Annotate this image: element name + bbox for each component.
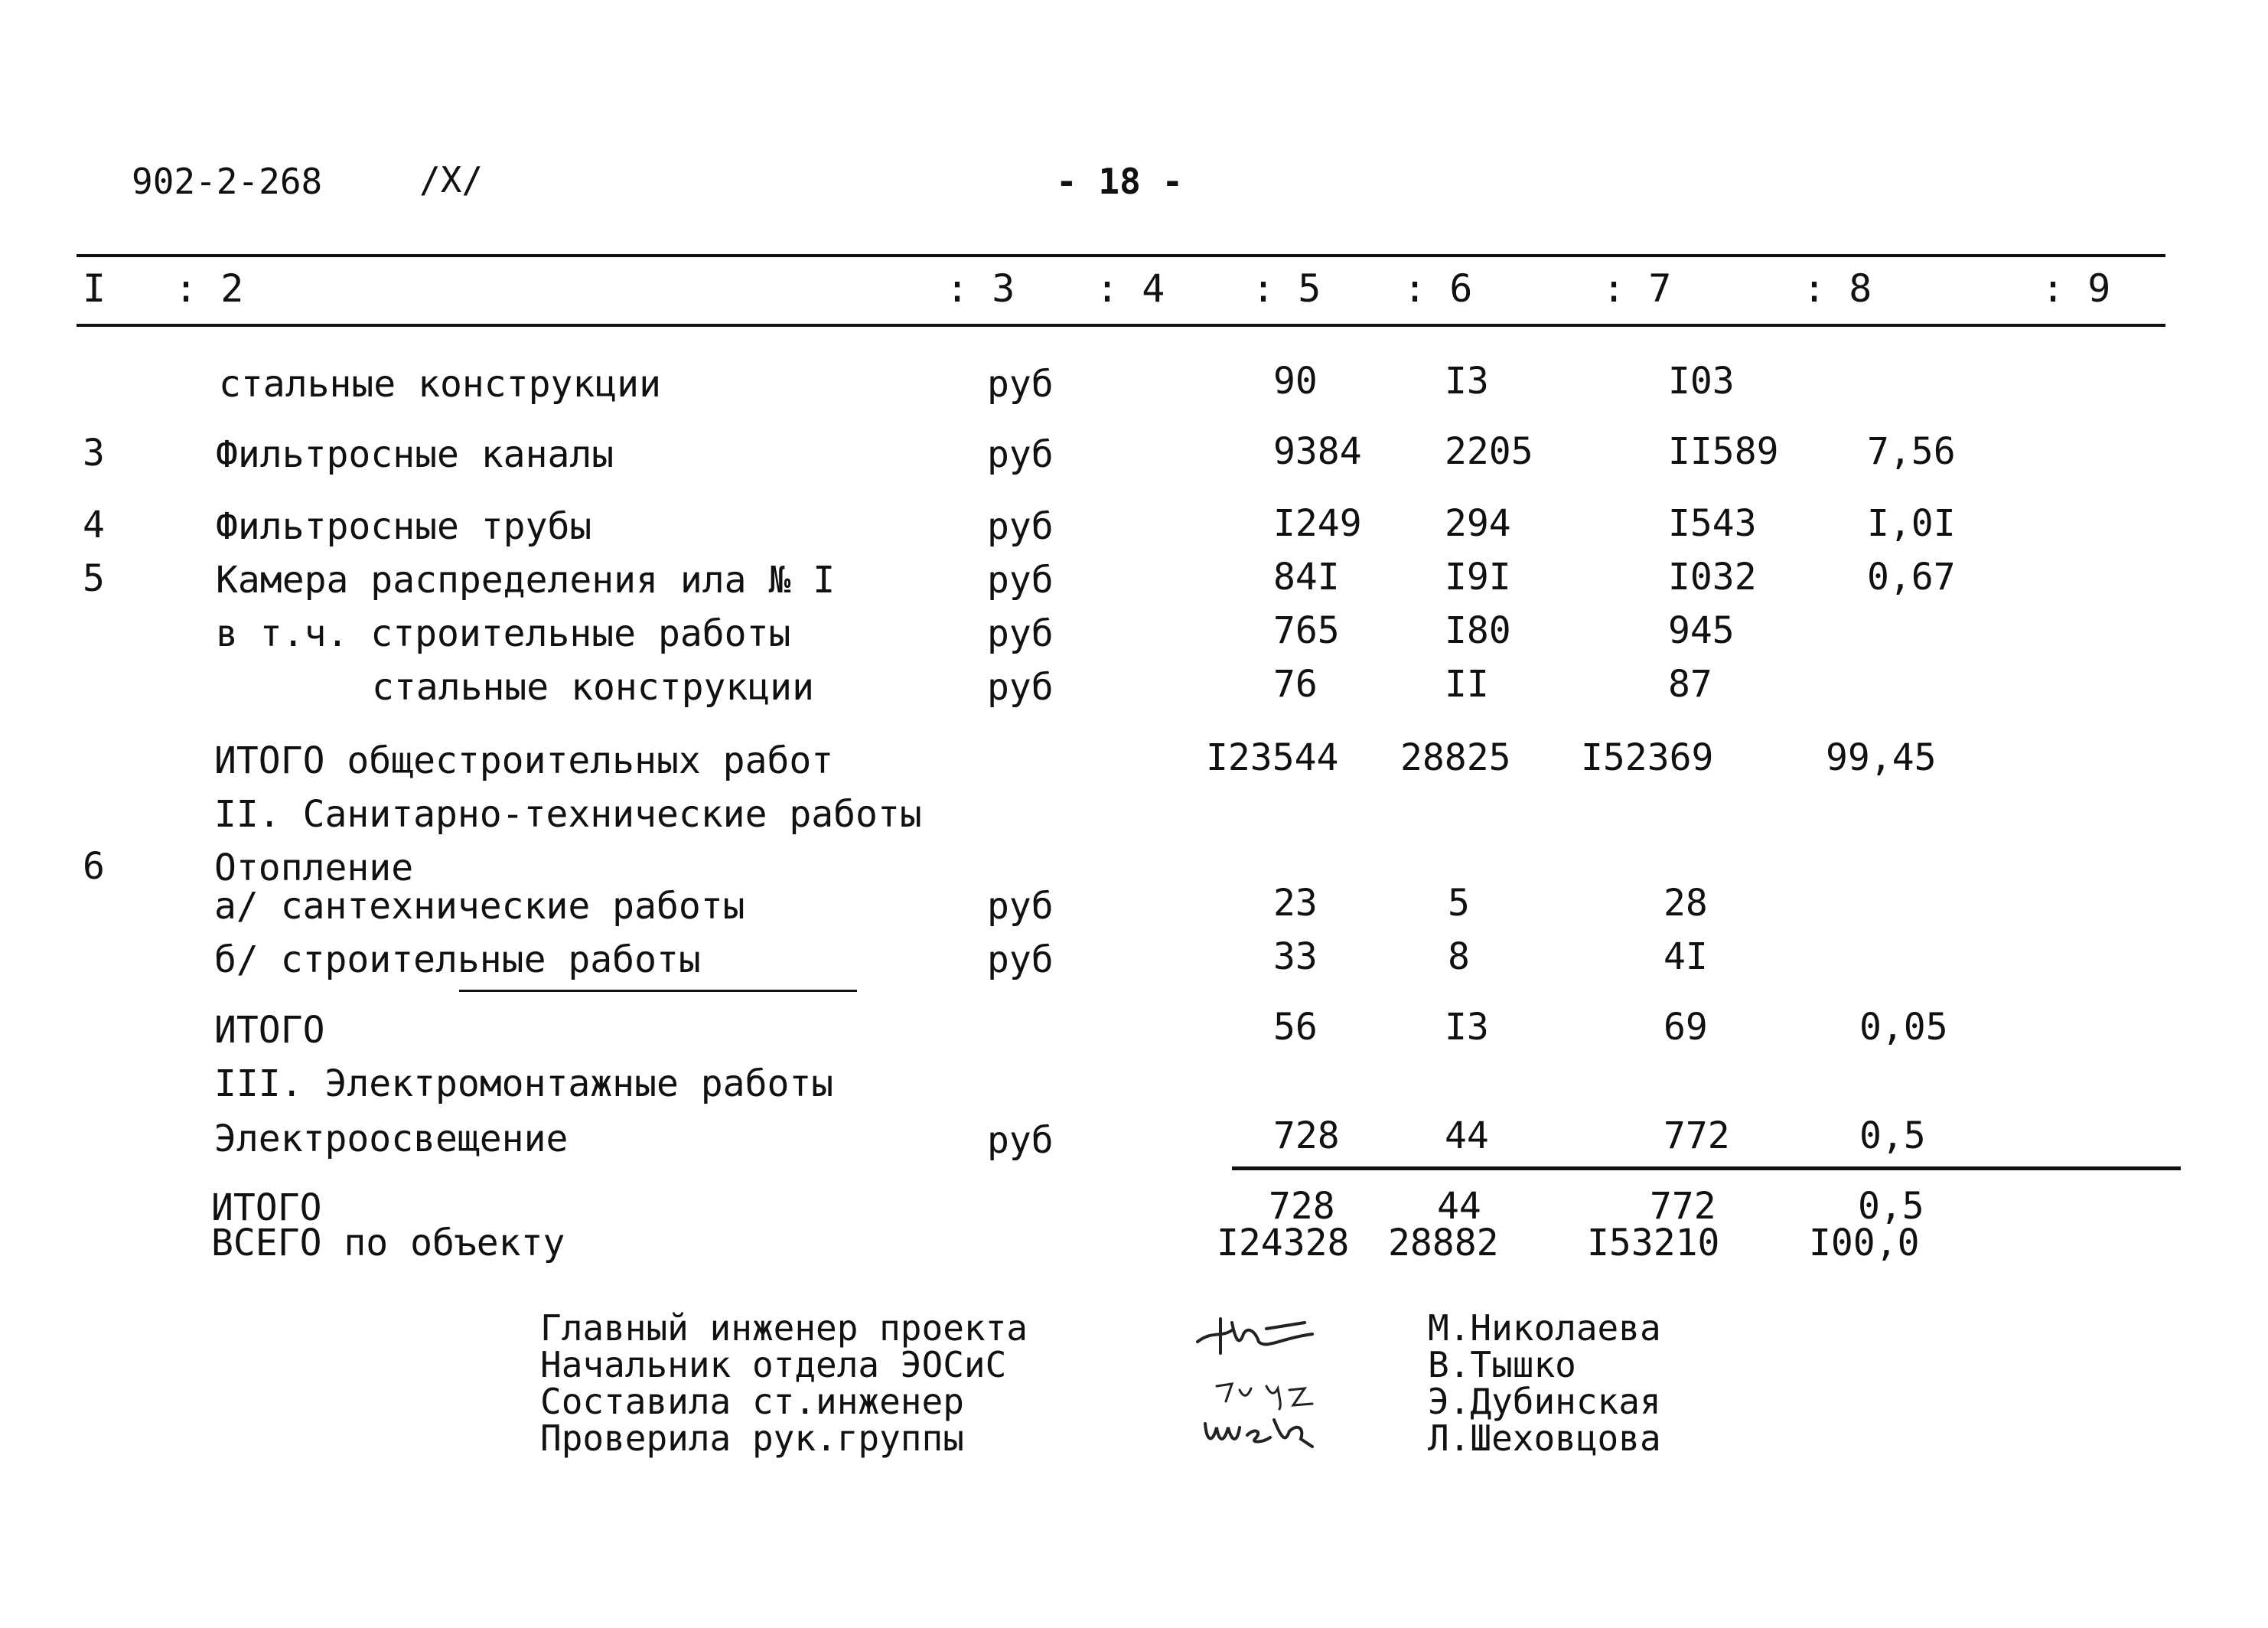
row-col6: 5 <box>1448 882 1470 925</box>
row-col7: I543 <box>1668 502 1757 545</box>
row-unit: руб <box>987 363 1054 406</box>
document-code: 902-2-268 <box>132 161 323 202</box>
table-header-rule <box>77 324 2165 327</box>
row-col5: I24328 <box>1217 1222 1350 1264</box>
row-col8: 7,56 <box>1867 430 1956 473</box>
signature-name: М.Николаева <box>1428 1307 1661 1349</box>
row-col5: 33 <box>1273 935 1318 978</box>
signature-name: Э.Дубинская <box>1428 1381 1661 1422</box>
section-heading: II. Санитарно-технические работы <box>214 793 922 836</box>
subtotal-rule <box>459 990 857 992</box>
row-col7: I52369 <box>1581 736 1714 779</box>
row-col5: 23 <box>1273 882 1318 925</box>
section-heading: III. Электромонтажные работы <box>214 1062 834 1105</box>
column-header-3: : 3 <box>946 266 1015 311</box>
signature-role: Главный инженер проекта <box>540 1307 1028 1349</box>
row-number: 3 <box>83 432 105 475</box>
row-col6: II <box>1445 663 1489 706</box>
row-col5: 728 <box>1269 1185 1335 1228</box>
column-header-7: : 7 <box>1602 266 1672 311</box>
row-col6: I3 <box>1445 360 1489 403</box>
row-number: 6 <box>83 845 105 888</box>
column-header-9: : 9 <box>2042 266 2111 311</box>
row-col5: 84I <box>1273 556 1340 599</box>
total-rule <box>1232 1166 2181 1170</box>
row-col7: I53210 <box>1587 1222 1720 1264</box>
row-unit: руб <box>987 505 1054 548</box>
row-name: Отопление <box>214 847 414 889</box>
signature-name: В.Тышко <box>1428 1344 1576 1385</box>
row-name: Фильтросные трубы <box>216 505 592 548</box>
row-unit: руб <box>987 559 1054 602</box>
row-unit: руб <box>987 938 1054 981</box>
handwritten-signature <box>1198 1408 1335 1454</box>
row-col6: 44 <box>1437 1185 1481 1228</box>
row-col8: 0,5 <box>1859 1114 1926 1157</box>
row-col5: 9384 <box>1273 430 1362 473</box>
row-col8: 0,05 <box>1859 1006 1948 1049</box>
row-unit: руб <box>987 612 1054 655</box>
row-col5: I23544 <box>1206 736 1339 779</box>
column-header-5: : 5 <box>1252 266 1321 311</box>
handwritten-signature <box>1209 1375 1331 1413</box>
signature-role: Проверила рук.группы <box>540 1418 964 1459</box>
row-name: стальные конструкции <box>372 666 814 709</box>
signature-name: Л.Шеховцова <box>1428 1418 1661 1459</box>
row-col7: I032 <box>1668 556 1757 599</box>
column-header-4: : 4 <box>1096 266 1165 311</box>
row-col6: 28882 <box>1388 1222 1499 1264</box>
subtotal-label: ИТОГО <box>214 1009 325 1052</box>
signature-role: Начальник отдела ЭОСиС <box>540 1344 1007 1385</box>
row-col6: 2205 <box>1445 430 1533 473</box>
table-top-rule <box>77 254 2165 257</box>
row-col5: I249 <box>1273 502 1362 545</box>
row-unit: руб <box>987 433 1054 476</box>
column-header-1: I <box>83 266 106 311</box>
row-col8: I00,0 <box>1809 1222 1920 1264</box>
subtotal-label: ИТОГО <box>211 1186 322 1229</box>
column-header-2: : 2 <box>174 266 244 311</box>
row-col7: 772 <box>1650 1185 1716 1228</box>
row-name: стальные конструкции <box>219 363 661 406</box>
page-number: - 18 - <box>1056 161 1184 202</box>
row-col8: 99,45 <box>1826 736 1937 779</box>
row-name: б/ строительные работы <box>214 938 701 981</box>
row-col7: 28 <box>1664 882 1708 925</box>
row-col6: I9I <box>1445 556 1511 599</box>
row-name: Фильтросные каналы <box>216 433 614 476</box>
row-col5: 728 <box>1273 1114 1340 1157</box>
handwritten-signature <box>1190 1307 1320 1361</box>
row-unit: руб <box>987 666 1054 709</box>
grand-total-label: ВСЕГО по объекту <box>211 1222 565 1264</box>
row-col6: 44 <box>1445 1114 1489 1157</box>
row-name: Камера распределения ила № I <box>216 559 836 602</box>
row-col5: 765 <box>1273 609 1340 652</box>
subtotal-label: ИТОГО общестроительных работ <box>214 739 834 782</box>
row-unit: руб <box>987 885 1054 928</box>
column-header-8: : 8 <box>1803 266 1872 311</box>
signature-role: Составила ст.инженер <box>540 1381 964 1422</box>
row-col8: 0,5 <box>1858 1185 1924 1228</box>
row-col8: 0,67 <box>1867 556 1956 599</box>
row-col7: 945 <box>1668 609 1735 652</box>
row-name: Электроосвещение <box>214 1117 569 1160</box>
row-col6: 28825 <box>1400 736 1511 779</box>
row-name: в т.ч. строительные работы <box>216 612 791 655</box>
row-col5: 76 <box>1273 663 1318 706</box>
row-col7: 772 <box>1664 1114 1730 1157</box>
row-col6: I80 <box>1445 609 1511 652</box>
row-col8: I,0I <box>1867 502 1956 545</box>
row-col5: 56 <box>1273 1006 1318 1049</box>
row-col7: 4I <box>1664 935 1708 978</box>
row-name: а/ сантехнические работы <box>214 885 745 928</box>
row-col7: I03 <box>1668 360 1735 403</box>
row-col5: 90 <box>1273 360 1318 403</box>
row-col6: 8 <box>1448 935 1470 978</box>
row-number: 4 <box>83 504 105 546</box>
row-number: 5 <box>83 557 105 600</box>
row-col7: II589 <box>1668 430 1779 473</box>
row-col7: 87 <box>1668 663 1712 706</box>
row-col6: 294 <box>1445 502 1511 545</box>
row-unit: руб <box>987 1119 1054 1162</box>
document-series: /X/ <box>419 159 484 201</box>
row-col7: 69 <box>1664 1006 1708 1049</box>
column-header-6: : 6 <box>1403 266 1473 311</box>
row-col6: I3 <box>1445 1006 1489 1049</box>
